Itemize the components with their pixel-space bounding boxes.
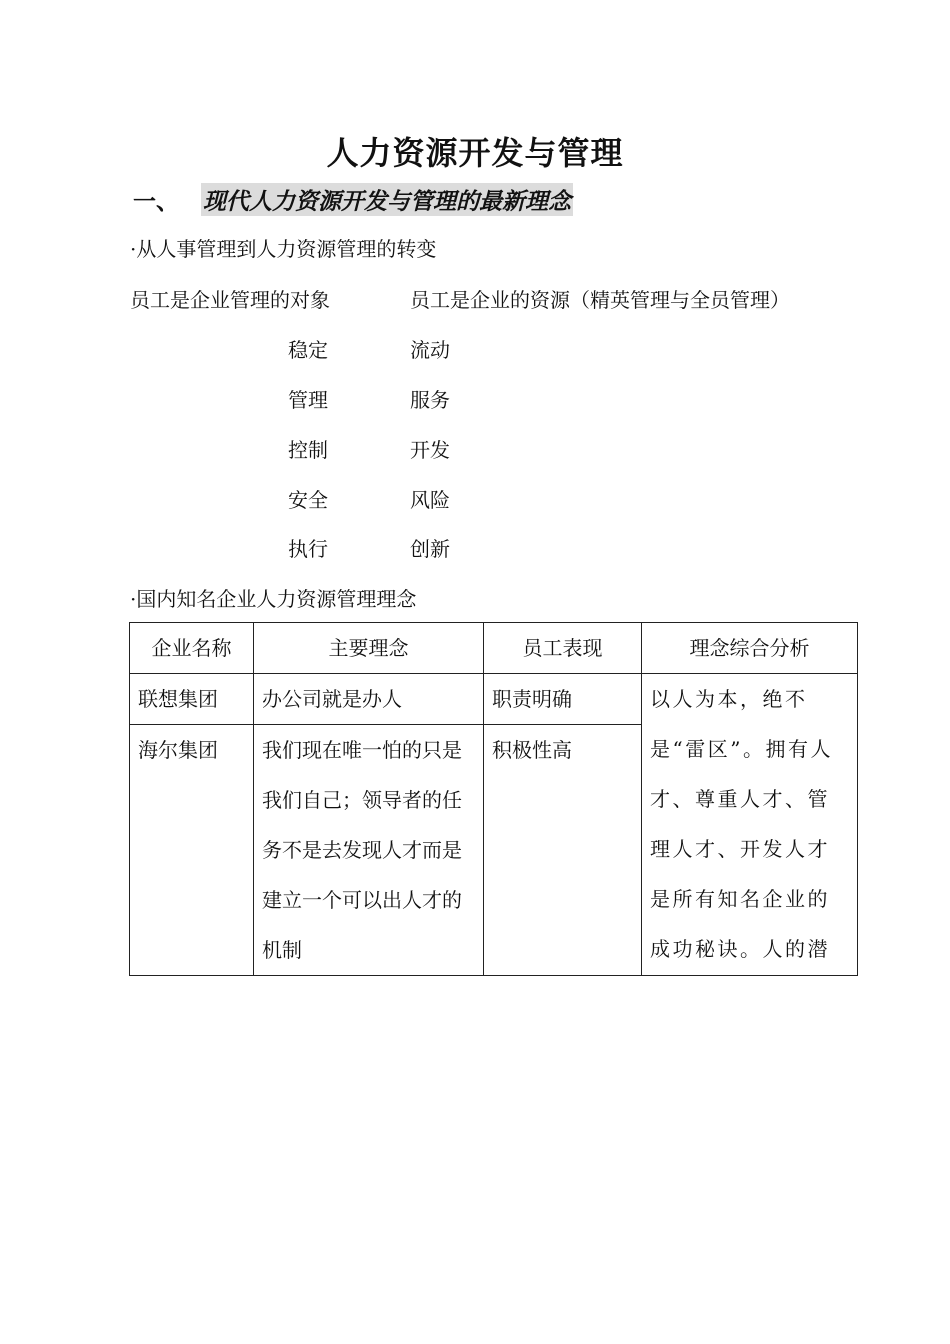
comparison-right-header: 员工是企业的资源（精英管理与全员管理）: [410, 288, 790, 312]
comparison-to-item: 服务: [410, 388, 450, 412]
comparison-from-item: 执行: [288, 537, 328, 561]
document-title: 人力资源开发与管理: [326, 134, 624, 172]
comparison-from-item: 管理: [288, 388, 328, 412]
cell-performance: 积极性高: [484, 725, 642, 976]
comparison-from-item: 安全: [288, 488, 328, 512]
cell-performance: 职责明确: [484, 674, 642, 725]
cell-analysis: 以人为本，绝不是“雷区”。拥有人才、尊重人才、管理人才、开发人才是所有知名企业的成功秘诀。人的潜: [642, 674, 858, 976]
header-performance: 员工表现: [484, 623, 642, 674]
section-heading-text: 现代人力资源开发与管理的最新理念: [201, 183, 573, 216]
company-ideas-table: [129, 622, 858, 976]
header-idea: 主要理念: [254, 623, 484, 674]
bullet-transition: ·从人事管理到人力资源管理的转变: [130, 237, 437, 261]
comparison-to-item: 流动: [410, 338, 450, 362]
header-company: 企业名称: [130, 623, 254, 674]
comparison-to-item: 创新: [410, 537, 450, 561]
cell-idea: 我们现在唯一怕的只是我们自己；领导者的任务不是去发现人才而是建立一个可以出人才的机制: [254, 725, 484, 976]
comparison-to-item: 开发: [410, 438, 450, 462]
header-analysis: 理念综合分析: [642, 623, 858, 674]
cell-idea: 办公司就是办人: [254, 674, 484, 725]
comparison-left-header: 员工是企业管理的对象: [130, 288, 330, 312]
table-row: [130, 674, 858, 725]
table-header-row: [130, 623, 858, 674]
section-number: 一、: [133, 189, 179, 215]
comparison-from-item: 控制: [288, 438, 328, 462]
cell-company: 海尔集团: [130, 725, 254, 976]
bullet-companies: ·国内知名企业人力资源管理理念: [130, 587, 417, 611]
comparison-to-item: 风险: [410, 488, 450, 512]
comparison-from-item: 稳定: [288, 338, 328, 362]
cell-company: 联想集团: [130, 674, 254, 725]
section-heading: [133, 183, 573, 216]
